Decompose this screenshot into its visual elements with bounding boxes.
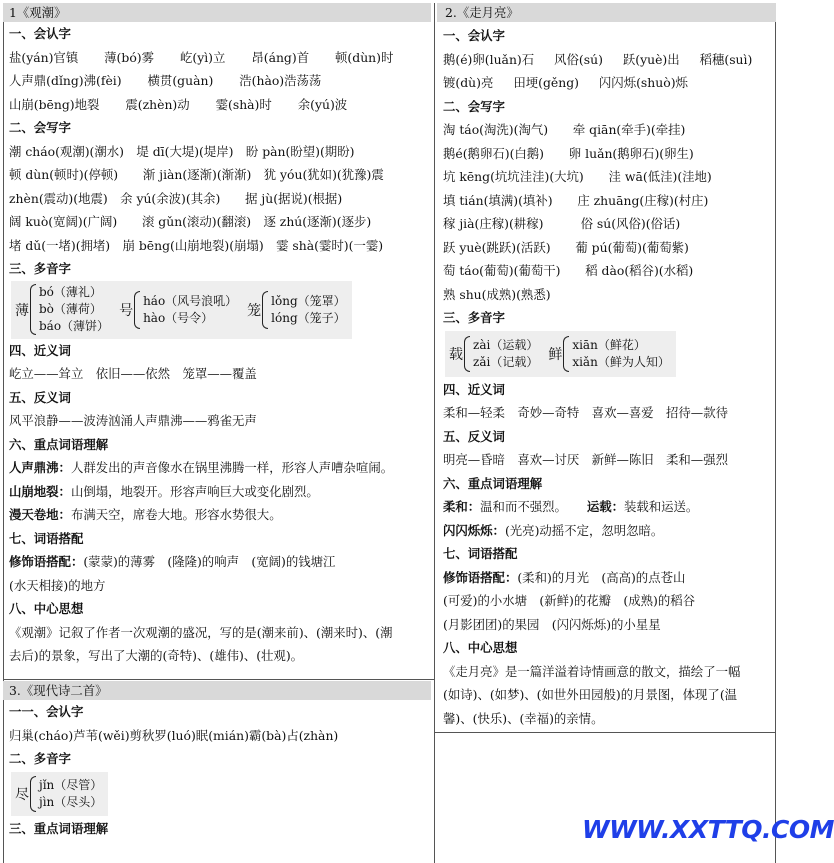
write-line-5: 堵 dǔ(一堵)(拥堵) 崩 bēng(山崩地裂)(崩塌) 霎 shà(霎时)(一霎) — [9, 237, 384, 253]
heading-recognize-chars: 一、会认字 — [443, 28, 505, 43]
heading-key-words: 六、重点词语理解 — [9, 436, 109, 452]
heading-write-chars: 二、会写字 — [443, 98, 505, 114]
lesson-3-title: 3.《现代诗二首》 — [3, 681, 431, 700]
heading-synonyms: 四、近义词 — [443, 381, 505, 397]
main-idea-line-1: 《走月亮》是一篇洋溢着诗情画意的散文，描绘了一幅 — [443, 663, 741, 679]
collocation-line-2: (可爱)的小水塘 (新鲜)的花瓣 (成熟)的稻谷 — [443, 593, 696, 608]
heading-antonyms: 五、反义词 — [443, 428, 505, 444]
heading-synonyms: 四、近义词 — [9, 342, 71, 358]
heading-write-chars: 二、会写字 — [9, 120, 71, 135]
write-line-8: 熟 shu(成熟)(熟悉) — [443, 286, 551, 302]
main-idea-line-1: 《观潮》记叙了作者一次观潮的盛况，写的是(潮来前)、(潮来时)、(潮 — [9, 624, 393, 640]
recognize-line: 归巢(cháo)芦苇(wěi)剪秋罗(luó)眠(mián)霸(bà)占(zhàn) — [9, 727, 339, 743]
write-line-6: 跃 yuè(跳跃)(活跃) 葡 pú(葡萄)(葡萄紫) — [443, 239, 689, 255]
column-divider — [434, 3, 435, 863]
antonyms-line: 风平浪静——波涛汹涌人声鼎沸——鸦雀无声 — [9, 413, 257, 428]
write-line-3: 坑 kēng(坑坑洼洼)(大坑) 洼 wā(低洼)(洼地) — [443, 169, 712, 184]
write-line-1: 潮 cháo(观潮)(潮水) 堤 dī(大堤)(堤岸) 盼 pàn(盼望)(期盼) — [9, 143, 355, 159]
polyphone-box — [437, 330, 776, 378]
heading-key-words: 六、重点词语理解 — [443, 475, 543, 491]
heading-recognize-chars: 一一、会认字 — [9, 704, 84, 719]
site-watermark: WWW.XXTTQ.COM — [582, 815, 834, 844]
key-word-line-1: 柔和：温和而不强烈。 运载：装载和运送。 — [443, 499, 699, 514]
collocation-line-2: (水天相接)的地方 — [9, 577, 106, 593]
polyphone-group: 载 zài（运载） zǎi（记载） — [449, 336, 538, 372]
synonyms-line: 屹立——耸立 依旧——依然 笼罩——覆盖 — [9, 366, 257, 381]
heading-collocations: 七、词语搭配 — [443, 546, 518, 561]
recognize-line-3: 山崩(bēng)地裂 震(zhèn)动 霎(shà)时 余(yú)波 — [9, 96, 348, 112]
key-word-item: 人声鼎沸：人群发出的声音像水在锅里沸腾一样，形容人声嘈杂喧闹。 — [9, 460, 394, 475]
write-line-5: 稼 jià(庄稼)(耕稼) 俗 sú(风俗)(俗话) — [443, 216, 681, 231]
worksheet-page — [3, 3, 776, 863]
collocation-line-1: 修饰语搭配：(柔和)的月光 (高高)的点苍山 — [443, 569, 686, 585]
write-line-2: 鹅é(鹅卵石)(白鹅) 卵 luǎn(鹅卵石)(卵生) — [443, 145, 694, 161]
main-idea-line-3: 馨)、(快乐)、(幸福)的亲情。 — [443, 710, 604, 726]
heading-antonyms: 五、反义词 — [9, 389, 71, 405]
collocation-line-3: (月影团团)的果园 (闪闪烁烁)的小星星 — [443, 616, 661, 632]
polyphone-group: 薄 bó（薄礼） bò（薄荷） báo（薄饼） — [15, 285, 110, 333]
heading-key-words: 三、重点词语理解 — [9, 820, 109, 836]
write-line-1: 淘 táo(淘洗)(淘气) 牵 qiān(牵手)(牵挂) — [443, 122, 686, 137]
recognize-line-1: 盐(yán)官镇 薄(bó)雾 屹(yì)立 昂(áng)首 顿(dùn)时 — [9, 49, 394, 65]
collocation-line-1: 修饰语搭配：(蒙蒙)的薄雾 (隆隆)的响声 (宽阔)的钱塘江 — [9, 554, 336, 569]
heading-main-idea: 八、中心思想 — [9, 601, 84, 616]
lesson-3-section — [3, 681, 431, 840]
antonyms-line: 明亮—昏暗 喜欢—讨厌 新鲜—陈旧 柔和—强烈 — [443, 452, 728, 467]
key-word-item: 山崩地裂：山倒塌，地裂开。形容声响巨大或变化剧烈。 — [9, 483, 319, 499]
recognize-line-1: 鹅(é)卵(luǎn)石 风俗(sú) 跃(yuè)出 稻穗(suì) — [443, 51, 753, 67]
heading-polyphones: 三、多音字 — [9, 261, 71, 276]
recognize-line-2: 镀(dù)亮 田埂(gěng) 闪闪烁(shuò)烁 — [443, 75, 688, 90]
main-idea-line-2: 去后)的景象，写出了大潮的(奇特)、(雄伟)、(壮观)。 — [9, 648, 304, 663]
main-idea-line-2: (如诗)、(如梦)、(如世外田园般)的月景图，体现了(温 — [443, 687, 738, 702]
lesson-divider-right — [434, 732, 776, 733]
write-line-4: 填 tián(填满)(填补) 庄 zhuāng(庄稼)(村庄) — [443, 192, 709, 208]
heading-collocations: 七、词语搭配 — [9, 530, 84, 546]
lesson-2-title: 2.《走月亮》 — [437, 3, 776, 22]
lesson-divider-left — [3, 679, 434, 680]
key-word-item: 漫天卷地：布满天空，席卷大地。形容水势很大。 — [9, 507, 282, 522]
write-line-3: zhèn(震动)(地震) 余 yú(余波)(其余) 据 jù(据说)(根据) — [9, 190, 343, 206]
polyphone-group: 尽 jǐn（尽管） jìn（尽头） — [15, 776, 102, 812]
lesson-2-section — [437, 3, 776, 730]
heading-recognize-chars: 一、会认字 — [9, 26, 71, 41]
write-line-2: 顿 dùn(顿时)(停顿) 渐 jiàn(逐渐)(渐渐) 犹 yóu(犹如)(犹豫)震 — [9, 167, 384, 182]
polyphone-group: 笼 lǒng（笼罩） lóng（笼子） — [247, 291, 345, 329]
write-line-7: 萄 táo(葡萄)(葡萄干) 稻 dào(稻谷)(水稻) — [443, 263, 694, 278]
heading-polyphones: 三、多音字 — [443, 310, 505, 325]
polyphone-box — [3, 771, 431, 817]
key-word-line-2: 闪闪烁烁：(光亮)动摇不定，忽明忽暗。 — [443, 522, 664, 538]
heading-main-idea: 八、中心思想 — [443, 640, 518, 655]
heading-polyphones: 二、多音字 — [9, 751, 71, 766]
recognize-line-2: 人声鼎(dǐng)沸(fèi) 横贯(guàn) 浩(hào)浩荡荡 — [9, 73, 322, 88]
polyphone-group: 号 háo（风号浪吼） hào（号令） — [119, 291, 237, 329]
synonyms-line: 柔和—轻柔 奇妙—奇特 喜欢—喜爱 招待—款待 — [443, 405, 728, 420]
polyphone-box — [3, 281, 431, 339]
polyphone-group: 鲜 xiān（鲜花） xiǎn（鲜为人知） — [548, 336, 670, 372]
lesson-1-title: 1《观潮》 — [3, 3, 431, 22]
lesson-1-section — [3, 3, 431, 668]
write-line-4: 阔 kuò(宽阔)(广阔) 滚 gǔn(滚动)(翻滚) 逐 zhú(逐渐)(逐步) — [9, 214, 372, 229]
